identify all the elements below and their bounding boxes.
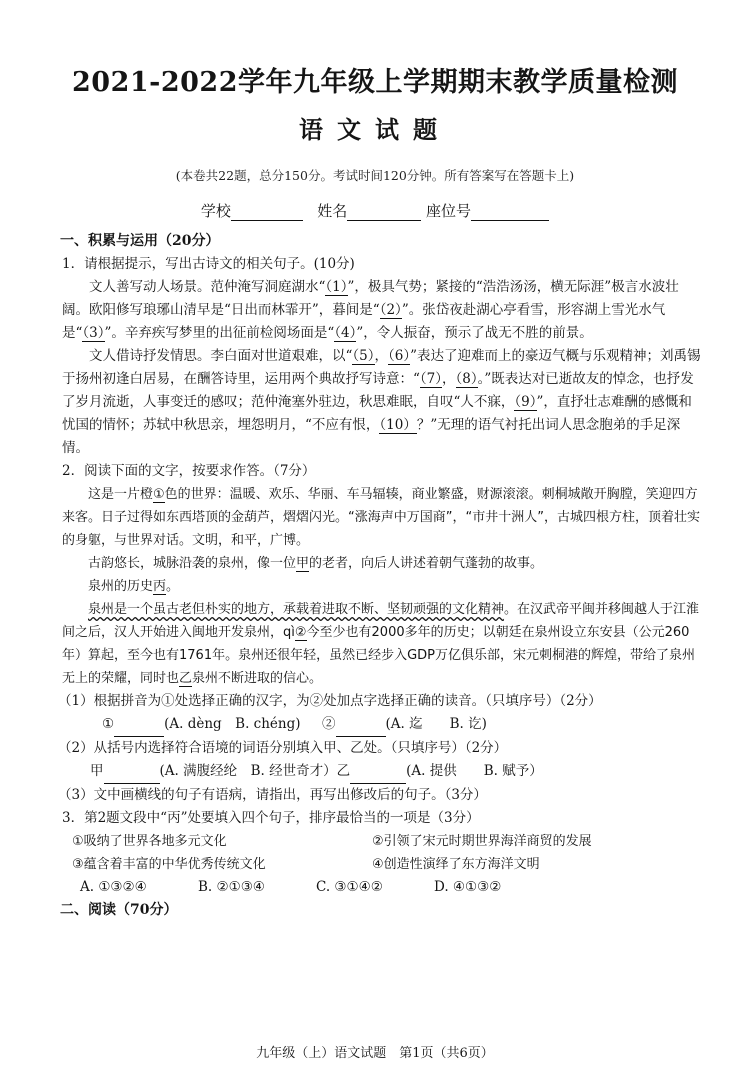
passage-blank-2: ②	[294, 625, 307, 640]
question-2-sub-3: （3）文中画横线的句子有语病，请指出，再写出修改后的句子。（3分）	[58, 787, 487, 803]
exam-subtitle: 语文试题	[299, 115, 451, 144]
passage-blank-jia: 甲	[296, 556, 310, 571]
student-info-row	[0, 200, 750, 221]
page-footer: 九年级（上）语文试题 第1页（共6页）	[256, 1046, 494, 1061]
question-3-items-row-1: ①吸纳了世界各地多元文化 ②引领了宋元时期世界海洋商贸的发展	[72, 834, 592, 849]
passage-paragraph-b: 古韵悠长，城脉沿袭的泉州，像一位甲的老者，向后人讲述着朝气蓬勃的故事。	[88, 556, 544, 571]
passage-flawed-sentence: 泉州是一个虽古老但朴实的地方，承载着进取不断、坚韧顽强的文化精神	[88, 602, 505, 617]
blank-1: （1）	[325, 279, 348, 295]
blank-3: （3）	[82, 325, 105, 341]
exam-title: 2021-2022学年九年级上学期期末教学质量检测	[72, 67, 678, 98]
answer-a: A. ①③②④	[80, 879, 147, 895]
blank-6: （6）	[388, 348, 411, 364]
question-1-paragraph-2: 文人借诗抒发情思。李白面对世道艰难，以“（5），（6）”表达了迎难而上的豪迈气概与乐观精神；刘禹锡于扬州初逢白居易，在酬答诗里，运用两个典故抒写诗意：“（7），（8）。”既表达对已逝故友的悼念，也抒发了岁月流逝，人事变迁的感叹；范仲淹塞外驻边，秋思难眠，自叹“人不寐，（9）”，直抒壮志难酬的感慨和忧国的情怀；苏轼中秋思亲，埋怨明月，“不应有恨，（10）？”无理的语气衬托出词人思念胞弟的手足深情。	[62, 348, 701, 456]
name-label: 姓名	[317, 202, 348, 220]
blank-4: （4）	[334, 325, 357, 341]
question-2-sub-1: （1）根据拼音为①处选择正确的汉字，为②处加点字选择正确的读音。（只填序号）（2分）	[58, 693, 602, 709]
exam-content	[58, 230, 702, 922]
question-3-items-row-2: ③蕴含着丰富的中华优秀传统文化 ④创造性演绎了东方海洋文明	[72, 857, 540, 872]
question-2-sub-2-options: 甲 (A. 满腹经纶 B. 经世奇才）乙 (A. 提供 B. 赋予）	[90, 760, 702, 784]
section-2-heading: 二、阅读（70分）	[60, 902, 178, 918]
question-2-sub-2: （2）从括号内选择符合语境的词语分别填入甲、乙处。（只填序号）（2分）	[58, 740, 508, 756]
answer-d: D. ④①③②	[434, 879, 502, 895]
blank-2: （2）	[379, 302, 402, 318]
blank-5: （5）	[352, 348, 375, 364]
school-blank	[231, 202, 303, 221]
question-3-title: 3．第2题文段中“丙”处要填入四个句子，排序最恰当的一项是（3分）	[62, 810, 480, 826]
exam-notice: (本卷共22题，总分150分。考试时间120分钟。所有答案写在答题卡上)	[175, 168, 575, 183]
blank-8: （8）	[455, 371, 478, 387]
passage-blank-yi: 乙	[179, 671, 193, 686]
question-3-answers	[80, 876, 702, 899]
question-1-title: 1．请根据提示，写出古诗文的相关句子。(10分)	[62, 256, 355, 272]
question-2-title: 2．阅读下面的文字，按要求作答。（7分）	[62, 463, 316, 479]
section-1-heading: 一、积累与运用（20分）	[60, 233, 220, 249]
blank-7: （7）	[419, 371, 442, 387]
passage-paragraph-d: 泉州是一个虽古老但朴实的地方，承载着进取不断、坚韧顽强的文化精神。在汉武帝平闽并移闽越人于江淮间之后，汉人开始进入闽地开发泉州，qì②今至少也有2000多年的历史；以朝廷在泉州设立东安县（公元260年）算起，至今也有1761年。泉州还很年轻，虽然已经步入GDP万亿俱乐部，宋元刺桐港的辉煌，带给了泉州无上的荣耀，同时也乙泉州不断进取的信心。	[62, 602, 700, 686]
school-label: 学校	[200, 202, 231, 220]
seat-label: 座位号	[426, 202, 472, 220]
answer-c: C. ③①④②	[316, 879, 383, 895]
seat-blank	[471, 202, 549, 221]
passage-blank-bing: 丙	[153, 579, 167, 594]
blank-10: （10）	[379, 417, 417, 433]
question-2-passage	[62, 483, 702, 690]
blank-9: （9）	[514, 394, 537, 410]
question-1-paragraph-1: 文人善写动人场景。范仲淹写洞庭湖水“（1）”，极具气势；紧接的“浩浩汤汤，横无际涯”极言水波壮阔。欧阳修写琅琊山清早是“日出而林霏开”，暮间是“（2）”。张岱夜赴湖心亭看雪，形容湖上雪光水气是“（3）”。辛弃疾写梦里的出征前检阅场面是“（4）”，令人振奋，预示了战无不胜的前景。	[62, 279, 679, 341]
passage-paragraph-a: 这是一片橙①色的世界：温暖、欢乐、华丽、车马辐辏，商业繁盛，财源滚滚。刺桐城敞开胸膛，笑迎四方来客。日子过得如东西塔顶的金葫芦，熠熠闪光。“涨海声中万国商”，“市井十洲人”，古城四根方柱，顶着壮实的身躯，与世界对话。文明，和平，广博。	[62, 487, 700, 548]
passage-blank-1: ①	[153, 487, 165, 502]
question-2-sub-1-options: ① (A. dèng B. chéng) ② (A. 迄 B. 讫)	[102, 713, 702, 737]
name-blank	[347, 202, 421, 221]
passage-paragraph-c: 泉州的历史丙。	[88, 579, 180, 594]
answer-b: B. ②①③④	[198, 879, 265, 895]
